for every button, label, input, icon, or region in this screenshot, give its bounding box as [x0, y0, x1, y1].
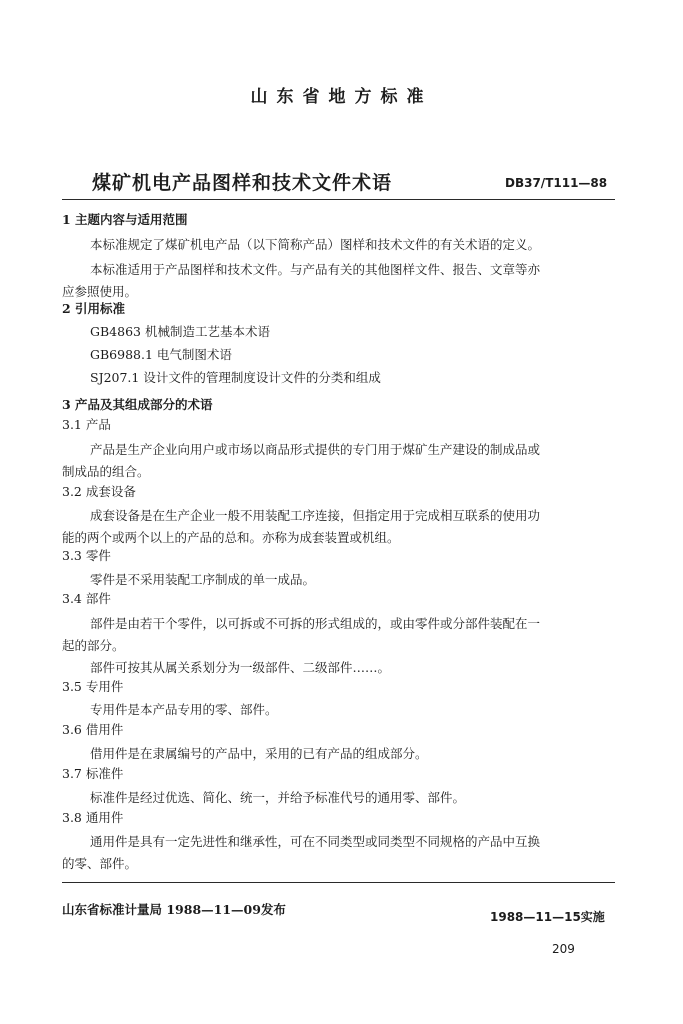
paragraph: 成套设备是在生产企业一般不用装配工序连接，但指定用于完成相互联系的使用功	[90, 508, 541, 523]
issued-date: 山东省标准计量局 1988—11—09发布	[62, 902, 286, 917]
doc-number: DB37/T111—88	[505, 176, 608, 190]
paragraph: 部件可按其从属关系划分为一级部件、二级部件……。	[90, 660, 391, 675]
header-title: 山东省地方标准	[250, 87, 433, 107]
term-heading: 3.7 标准件	[62, 766, 124, 781]
paragraph: 能的两个或两个以上的产品的总和。亦称为成套装置或机组。	[62, 530, 400, 545]
term-heading: 3.3 零件	[62, 548, 111, 563]
section-2-heading: 2 引用标准	[62, 301, 126, 316]
paragraph: 标准件是经过优选、简化、统一，并给予标准代号的通用零、部件。	[90, 790, 466, 805]
paragraph: 零件是不采用装配工序制成的单一成品。	[90, 572, 316, 587]
section-1-heading: 1 主题内容与适用范围	[62, 212, 188, 227]
paragraph: 部件是由若干个零件，以可拆或不可拆的形式组成的，或由零件或分部件装配在一	[90, 616, 541, 631]
paragraph: 本标准适用于产品图样和技术文件。与产品有关的其他图样文件、报告、文章等亦	[90, 262, 541, 277]
page-title: 煤矿机电产品图样和技术文件术语	[92, 172, 393, 194]
term-heading: 3.8 通用件	[62, 810, 124, 825]
term-heading: 3.5 专用件	[62, 679, 124, 694]
term-heading: 3.4 部件	[62, 591, 111, 606]
term-heading: 3.2 成套设备	[62, 484, 136, 499]
reference-item: SJ207.1 设计文件的管理制度设计文件的分类和组成	[90, 370, 381, 385]
paragraph: 产品是生产企业向用户或市场以商品形式提供的专门用于煤矿生产建设的制成品或	[90, 442, 541, 457]
paragraph: 应参照使用。	[62, 284, 138, 299]
page-number: 209	[552, 942, 575, 956]
reference-item: GB6988.1 电气制图术语	[90, 347, 232, 362]
paragraph: 的零、部件。	[62, 856, 138, 871]
section-3-heading: 3 产品及其组成部分的术语	[62, 397, 213, 412]
paragraph: 本标准规定了煤矿机电产品（以下简称产品）图样和技术文件的有关术语的定义。	[90, 237, 541, 252]
footer-rule	[62, 882, 615, 883]
reference-item: GB4863 机械制造工艺基本术语	[90, 324, 270, 339]
term-heading: 3.6 借用件	[62, 722, 124, 737]
paragraph: 专用件是本产品专用的零、部件。	[90, 702, 278, 717]
title-rule	[62, 199, 615, 200]
paragraph: 起的部分。	[62, 638, 125, 653]
paragraph: 通用件是具有一定先进性和继承性，可在不同类型或同类型不同规格的产品中互换	[90, 834, 541, 849]
term-heading: 3.1 产品	[62, 417, 111, 432]
paragraph: 借用件是在隶属编号的产品中，采用的已有产品的组成部分。	[90, 746, 428, 761]
paragraph: 制成品的组合。	[62, 464, 150, 479]
effective-date: 1988—11—15实施	[490, 910, 605, 924]
